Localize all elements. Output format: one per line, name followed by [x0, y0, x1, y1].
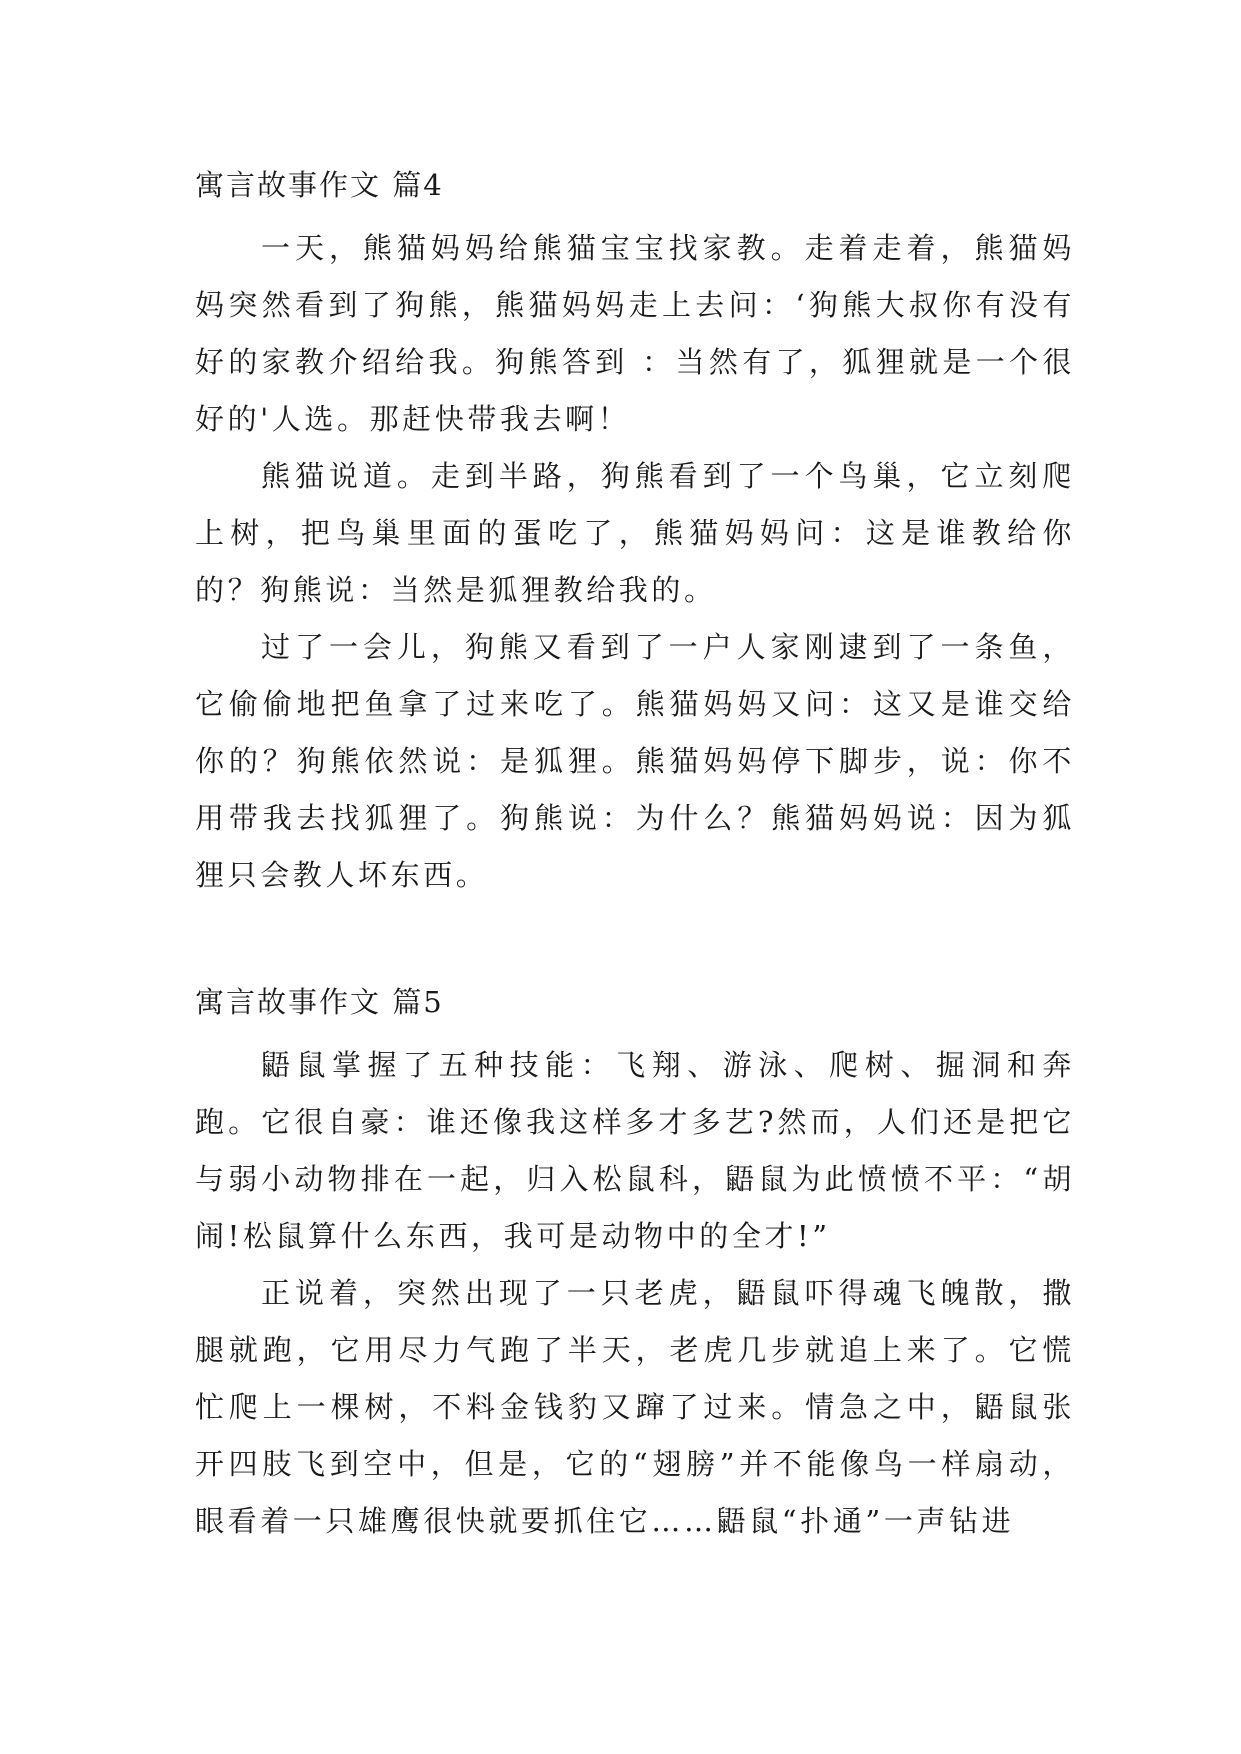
section-heading: 寓言故事作文 篇5 [195, 985, 444, 1019]
paragraph: 鼯鼠掌握了五种技能：飞翔、游泳、爬树、掘洞和奔跑。它很自豪：谁还像我这样多才多艺?然而，人们还是把它与弱小动物排在一起，归入松鼠科，鼯鼠为此愤愤不平：“胡闹!松鼠算什么东西，我可是动物中的全才!” [195, 1048, 1075, 1253]
paragraph: 一天，熊猫妈妈给熊猫宝宝找家教。走着走着，熊猫妈妈突然看到了狗熊，熊猫妈妈走上去问：‘狗熊大叔你有没有好的家教介绍给我。狗熊答到 ：当然有了，狐狸就是一个很好的'人选。那赶快带我去啊！ [195, 231, 1075, 436]
paragraph: 正说着，突然出现了一只老虎，鼯鼠吓得魂飞魄散，撒腿就跑，它用尽力气跑了半天，老虎几步就追上来了。它慌忙爬上一棵树，不料金钱豹又蹿了过来。情急之中，鼯鼠张开四肢飞到空中，但是，它的“翅膀”并不能像鸟一样扇动，眼看着一只雄鹰很快就要抓住它……鼯鼠“扑通”一声钻进 [195, 1276, 1075, 1538]
section-body [195, 220, 1075, 904]
section-body [195, 1037, 1075, 1550]
essay-section-4 [195, 165, 1075, 904]
paragraph: 熊猫说道。走到半路，狗熊看到了一个鸟巢，它立刻爬上树，把鸟巢里面的蛋吃了，熊猫妈妈问：这是谁教给你的？狗熊说：当然是狐狸教给我的。 [195, 459, 1075, 607]
paragraph: 过了一会儿，狗熊又看到了一户人家刚逮到了一条鱼，它偷偷地把鱼拿了过来吃了。熊猫妈妈又问：这又是谁交给你的？狗熊依然说：是狐狸。熊猫妈妈停下脚步，说：你不用带我去找狐狸了。狗熊说：为什么？熊猫妈妈说：因为狐狸只会教人坏东西。 [195, 630, 1075, 892]
essay-section-5 [195, 982, 1075, 1550]
section-heading: 寓言故事作文 篇4 [195, 168, 444, 202]
